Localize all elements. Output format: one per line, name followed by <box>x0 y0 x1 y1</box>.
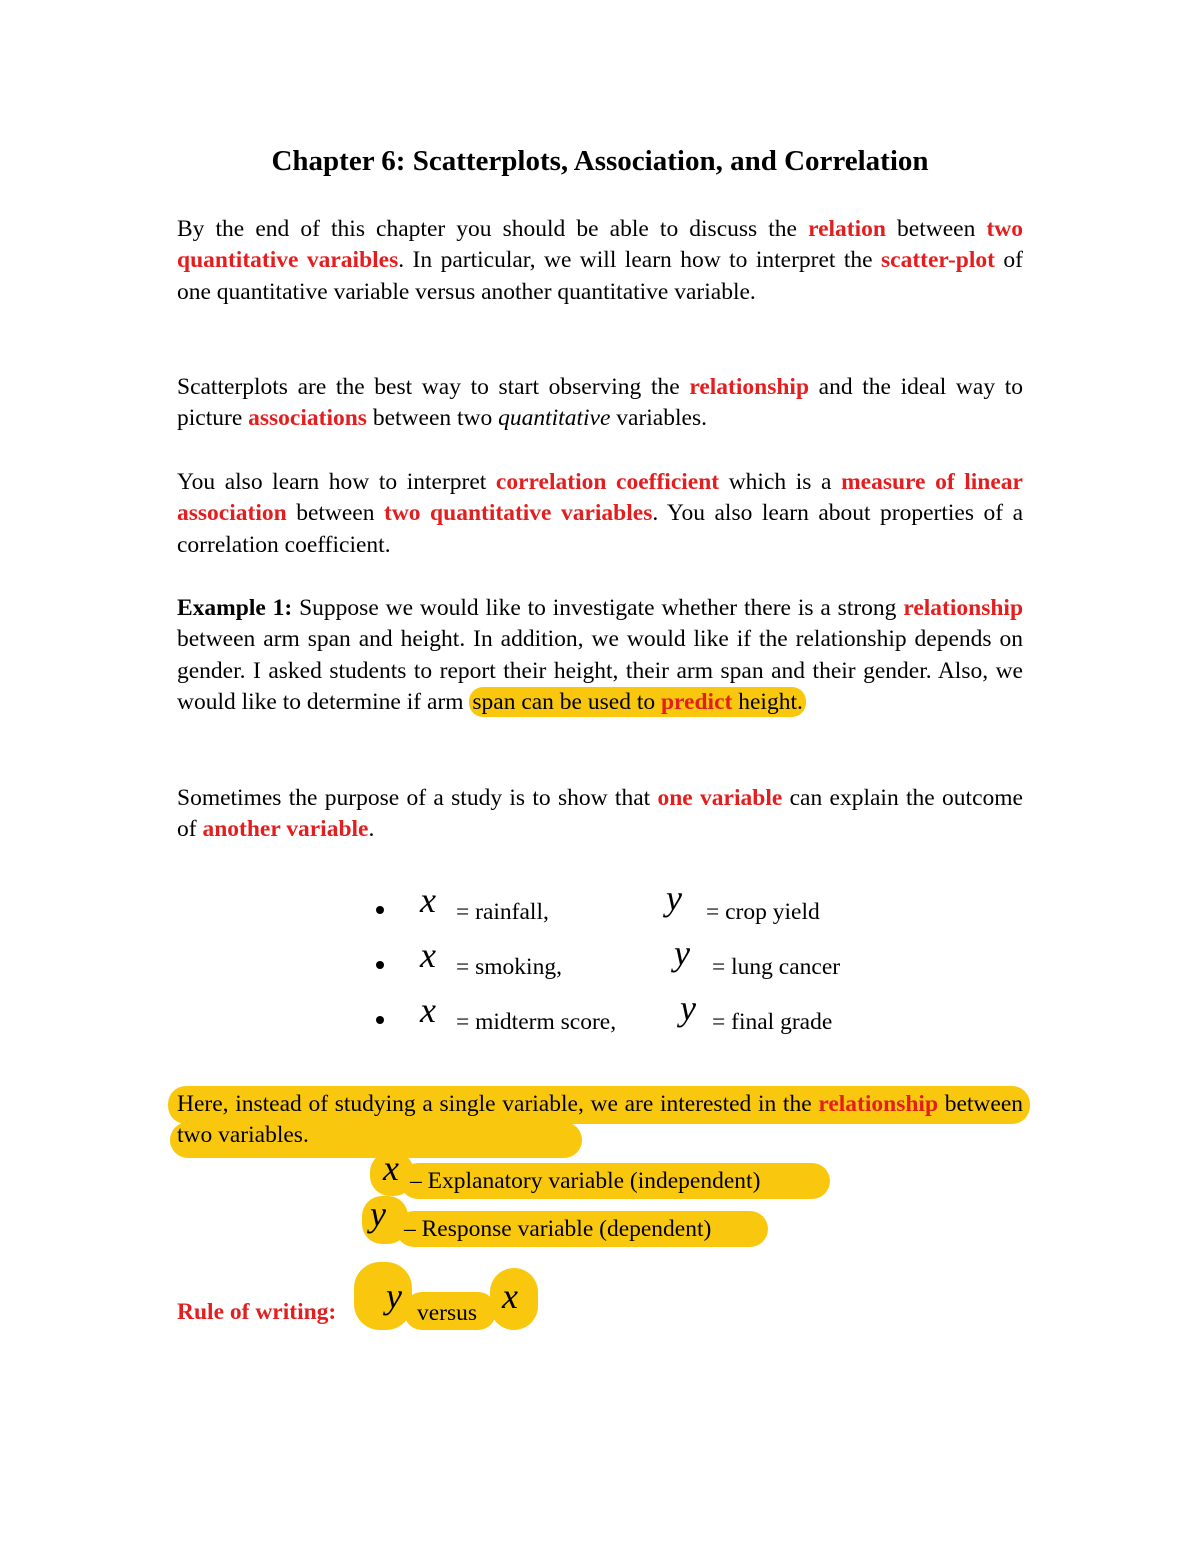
example-text-2: between arm span and height. In addition, we would like if the relationship depends on gender. I asked students to report their height, their arm span and their gender. Also, we would like to determine if arm <box>177 626 1023 716</box>
scatter-red-2: associations <box>248 405 367 432</box>
variable-examples-list <box>372 880 932 1045</box>
response-y-symbol: y <box>370 1194 386 1234</box>
rule-versus-text: versus <box>417 1300 478 1326</box>
purpose-text-3: . <box>368 816 375 843</box>
y-definition: = final grade <box>712 1009 833 1035</box>
corr-text-2: which is a <box>719 469 842 495</box>
scatter-text-3: between two <box>366 405 499 432</box>
example-highlight-text-2: height. <box>732 689 803 716</box>
purpose-text-1: Sometimes the purpose of a study is to show that <box>177 785 658 811</box>
purpose-text-2: can explain the outcome of <box>177 785 1023 843</box>
intro-red-2: two quantitative varaibles <box>177 216 1023 274</box>
list-item <box>372 990 932 1045</box>
intro-text-4: of one quantitative variable versus another quantitative variable. <box>177 247 1023 305</box>
explanatory-variable-text: – Explanatory variable (independent) <box>410 1168 761 1194</box>
corr-red-2: measure of linear association <box>177 469 1023 527</box>
y-symbol: y <box>680 988 696 1028</box>
intro-text-1: By the end of this chapter you should be able to discuss the <box>177 216 809 242</box>
corr-red-3: two quantitative variables <box>384 500 653 527</box>
correlation-paragraph <box>177 467 1023 561</box>
corr-text-1: You also learn how to interpret <box>177 469 496 495</box>
corr-text-3: between <box>286 500 384 527</box>
here-paragraph <box>177 1089 1023 1152</box>
list-item <box>372 935 932 990</box>
intro-red-3: scatter-plot <box>881 247 995 274</box>
x-definition: = midterm score, <box>456 1009 617 1035</box>
example-highlight <box>469 687 805 717</box>
rule-y-symbol: y <box>386 1276 402 1316</box>
y-definition: = crop yield <box>706 899 820 925</box>
x-symbol: x <box>420 880 436 920</box>
bullet-icon <box>376 1016 384 1024</box>
purpose-red-2: another variable <box>202 816 369 843</box>
corr-red-1: correlation coefficient <box>495 469 720 495</box>
example-paragraph <box>177 593 1023 719</box>
rule-x-symbol: x <box>502 1276 518 1316</box>
scatter-text-4: variables. <box>610 405 707 432</box>
intro-red-1: relation <box>808 216 886 242</box>
page-title: Chapter 6: Scatterplots, Association, and Correlation <box>271 145 929 177</box>
corr-text-4: . You also learn about properties of a correlation coefficient. <box>177 500 1024 558</box>
y-symbol: y <box>674 933 690 973</box>
list-item <box>372 880 932 935</box>
explanatory-x-symbol: x <box>383 1148 399 1188</box>
y-symbol: y <box>666 878 682 918</box>
example-highlight-text-1: span can be used to <box>472 689 661 716</box>
scatter-text-2: and the ideal way to picture <box>177 374 1023 432</box>
scatterplot-paragraph <box>177 372 1023 435</box>
purpose-red-1: one variable <box>657 785 783 811</box>
scatter-text-1: Scatterplots are the best way to start observing the <box>177 374 690 400</box>
x-symbol: x <box>420 990 436 1030</box>
intro-paragraph <box>177 214 1023 308</box>
here-red-1: relationship <box>818 1091 939 1117</box>
x-symbol: x <box>420 935 436 975</box>
scatter-italic: quantitative <box>498 405 611 432</box>
x-definition: = rainfall, <box>456 899 549 925</box>
purpose-paragraph <box>177 783 1023 846</box>
intro-text-3: . In particular, we will learn how to interpret the <box>398 247 882 274</box>
rule-of-writing-label: Rule of writing: <box>177 1299 337 1325</box>
bullet-icon <box>376 906 384 914</box>
y-definition: = lung cancer <box>712 954 841 980</box>
scatter-red-1: relationship <box>689 374 810 400</box>
here-text-1: Here, instead of studying a single variable, we are interested in the <box>177 1091 819 1117</box>
example-red-1: relationship <box>903 595 1024 621</box>
response-variable-text: – Response variable (dependent) <box>404 1216 712 1242</box>
bullet-icon <box>376 961 384 969</box>
example-label: Example 1: <box>177 595 293 621</box>
example-text-1: Suppose we would like to investigate whether there is a strong <box>292 595 904 621</box>
x-definition: = smoking, <box>456 954 562 980</box>
intro-text-2: between <box>885 216 987 242</box>
example-red-2: predict <box>660 689 733 716</box>
highlight-shape <box>354 1262 412 1330</box>
here-text-2: between two variables. <box>177 1091 1024 1149</box>
